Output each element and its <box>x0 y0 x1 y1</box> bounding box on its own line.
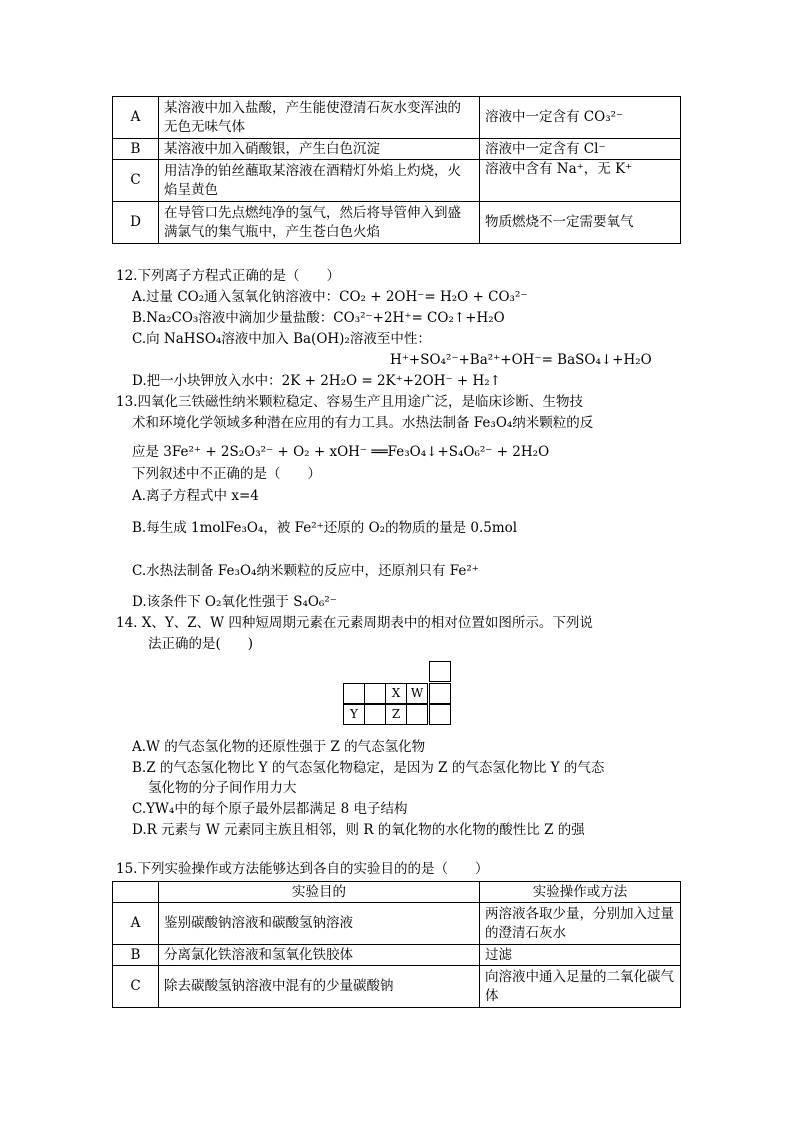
q13-equation: 应是 3Fe²⁺ + 2S₂O₃²⁻ + O₂ + xOH⁻ ══Fe₃O₄↓+S₄O₆²⁻ + 2H₂O <box>132 444 550 460</box>
method-cell: 两溶液各取少量，分别加入过量的澄清石灰水 <box>480 903 681 945</box>
row-label: D <box>113 202 159 244</box>
method-cell: 过滤 <box>480 945 681 966</box>
table-row <box>113 903 681 945</box>
row-label: C <box>113 966 159 1008</box>
q13-option-b: B.每生成 1molFe₃O₄，被 Fe²⁺还原的 O₂的物质的量是 0.5mol <box>132 520 518 536</box>
conclusion-cell: 溶液中一定含有 Cl⁻ <box>480 139 681 160</box>
q13-ask: 下列叙述中不正确的是（ ） <box>132 466 321 482</box>
table-row <box>113 160 681 202</box>
table-row <box>113 139 681 160</box>
q13-stem-line1: 13.四氧化三铁磁性纳米颗粒稳定、容易生产且用途广泛，是临床诊断、生物技 <box>116 394 583 410</box>
header-method: 实验操作或方法 <box>480 882 681 903</box>
cell-z: Z <box>385 704 407 725</box>
header-blank <box>113 882 159 903</box>
q12-stem: 12.下列离子方程式正确的是（ ） <box>116 268 340 284</box>
q14-stem-line1: 14. X、Y、Z、W 四种短周期元素在元素周期表中的相对位置如图所示。下列说 <box>116 615 593 631</box>
table-cell <box>429 704 451 725</box>
method-cell: 向溶液中通入足量的二氧化碳气体 <box>480 966 681 1008</box>
cell-x: X <box>385 683 407 704</box>
operation-cell: 某溶液中加入盐酸，产生能使澄清石灰水变浑浊的无色无味气体 <box>159 97 480 139</box>
table-cell <box>429 683 451 704</box>
conclusion-cell: 溶液中含有 Na⁺，无 K⁺ <box>480 160 681 202</box>
operation-cell: 用洁净的铂丝蘸取某溶液在酒精灯外焰上灼烧，火焰呈黄色 <box>159 160 480 202</box>
table-header-row <box>113 882 681 903</box>
q13-option-a: A.离子方程式中 x=4 <box>132 488 259 504</box>
periodic-table-fragment <box>343 661 453 727</box>
conclusion-cell: 溶液中一定含有 CO₃²⁻ <box>480 97 681 139</box>
q14-stem-line2: 法正确的是( ) <box>148 636 254 652</box>
row-label: A <box>113 903 159 945</box>
q13-option-c: C.水热法制备 Fe₃O₄纳米颗粒的反应中，还原剂只有 Fe²⁺ <box>132 563 479 579</box>
q14-option-b-line2: 氢化物的分子间作用力大 <box>148 780 297 796</box>
q12-option-a: A.过量 CO₂通入氢氧化钠溶液中：CO₂ + 2OH⁻= H₂O + CO₃²⁻ <box>132 289 528 305</box>
table-cell <box>364 704 386 725</box>
table-cell <box>343 683 365 704</box>
purpose-cell: 分离氯化铁溶液和氢氧化铁胶体 <box>159 945 480 966</box>
q13-stem-line2: 术和环境化学领域多种潜在应用的有力工具。水热法制备 Fe₃O₄纳米颗粒的反 <box>132 415 594 431</box>
table-row <box>113 97 681 139</box>
q12-option-b: B.Na₂CO₃溶液中滴加少量盐酸：CO₃²⁻+2H⁺= CO₂↑+H₂O <box>132 310 505 326</box>
q14-option-a: A.W 的气态氢化物的还原性强于 Z 的气态氢化物 <box>132 739 426 755</box>
row-label: C <box>113 160 159 202</box>
table-cell <box>364 683 386 704</box>
row-label: A <box>113 97 159 139</box>
conclusion-cell: 物质燃烧不一定需要氧气 <box>480 202 681 244</box>
q13-option-d: D.该条件下 O₂氧化性强于 S₄O₆²⁻ <box>132 594 337 610</box>
operation-cell: 在导管口先点燃纯净的氢气，然后将导管伸入到盛满氯气的集气瓶中，产生苍白色火焰 <box>159 202 480 244</box>
operation-cell: 某溶液中加入硝酸银，产生白色沉淀 <box>159 139 480 160</box>
purpose-cell: 鉴别碳酸钠溶液和碳酸氢钠溶液 <box>159 903 480 945</box>
row-label: B <box>113 139 159 160</box>
q14-option-d: D.R 元素与 W 元素同主族且相邻，则 R 的氧化物的水化物的酸性比 Z 的强 <box>132 822 585 838</box>
row-label: B <box>113 945 159 966</box>
table-row <box>113 966 681 1008</box>
q15-stem: 15.下列实验操作或方法能够达到各自的实验目的的是（ ） <box>116 861 489 877</box>
table-cell <box>406 704 428 725</box>
table-row <box>113 202 681 244</box>
q14-option-c: C.YW₄中的每个原子最外层都满足 8 电子结构 <box>132 801 408 817</box>
cell-y: Y <box>343 704 365 725</box>
q11-table <box>112 96 681 244</box>
header-purpose: 实验目的 <box>159 882 480 903</box>
q14-option-b-line1: B.Z 的气态氢化物比 Y 的气态氢化物稳定，是因为 Z 的气态氢化物比 Y 的气态 <box>132 760 605 776</box>
table-cell <box>429 661 451 682</box>
purpose-cell: 除去碳酸氢钠溶液中混有的少量碳酸钠 <box>159 966 480 1008</box>
q12-option-d: D.把一小块钾放入水中：2K + 2H₂O = 2K⁺+2OH⁻ + H₂↑ <box>132 373 501 389</box>
cell-w: W <box>406 683 428 704</box>
q12-option-c-equation: H⁺+SO₄²⁻+Ba²⁺+OH⁻= BaSO₄↓+H₂O <box>390 352 652 368</box>
q12-option-c: C.向 NaHSO₄溶液中加入 Ba(OH)₂溶液至中性： <box>132 331 431 347</box>
table-row <box>113 945 681 966</box>
q15-table <box>112 881 681 1008</box>
